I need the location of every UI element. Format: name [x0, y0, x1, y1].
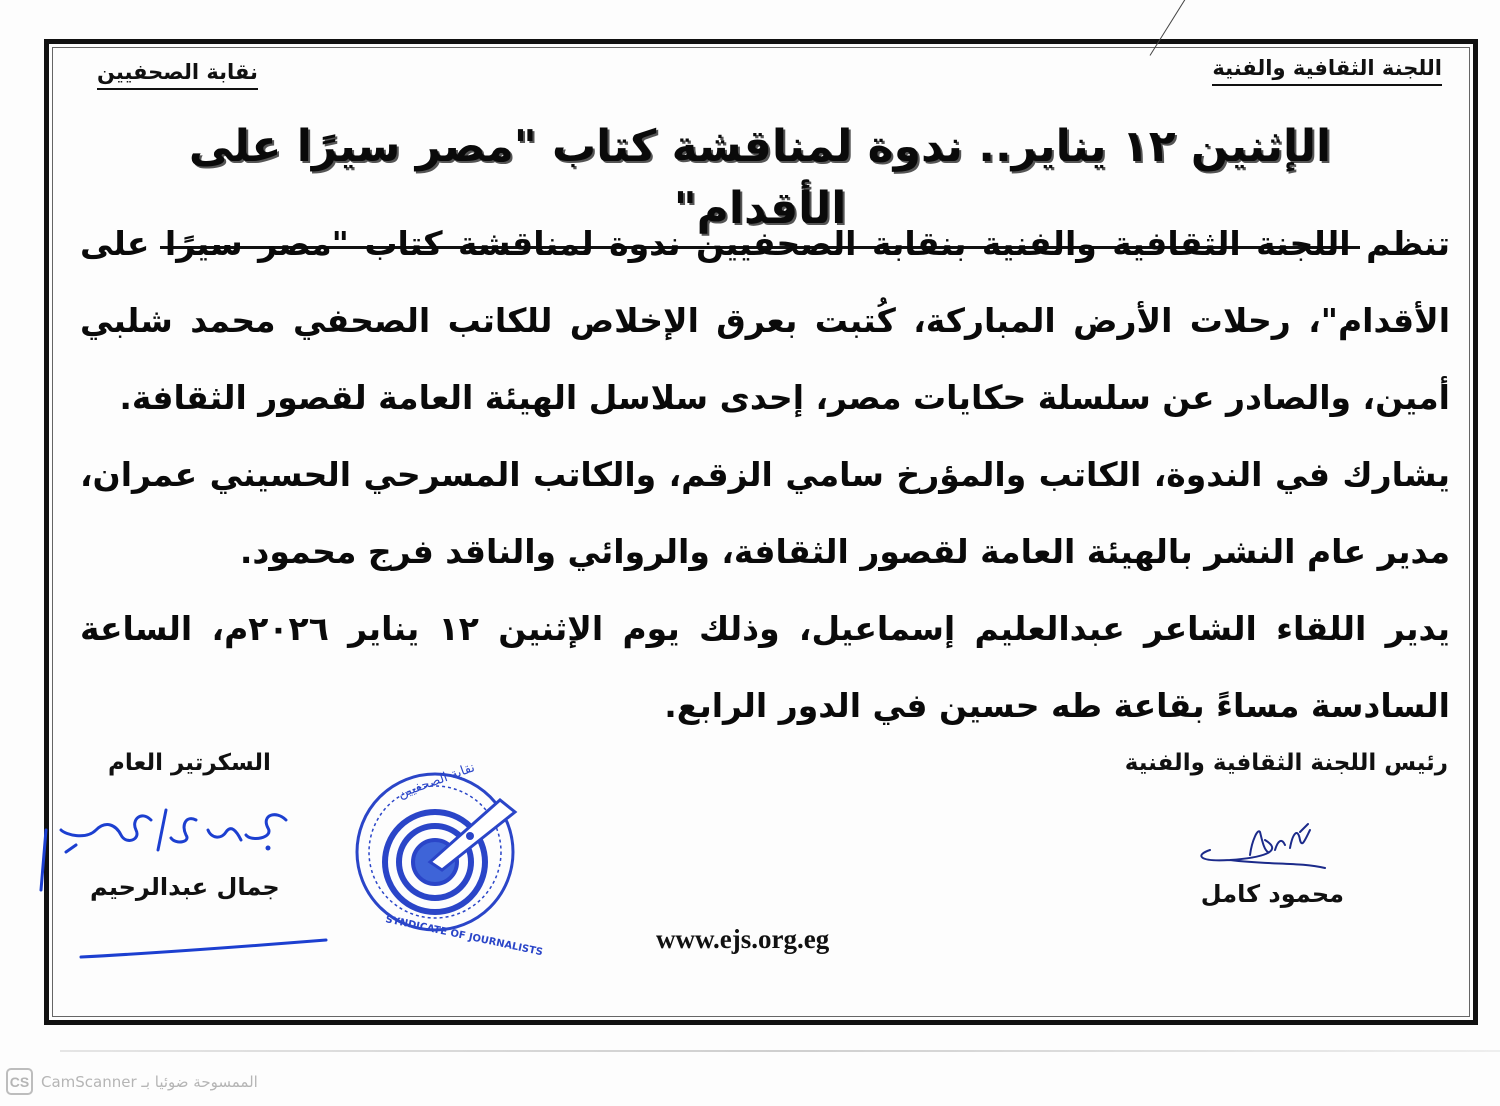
secretary-role: السكرتير العام [108, 750, 271, 776]
chair-name: محمود كامل [1200, 880, 1344, 908]
website-link[interactable]: www.ejs.org.eg [656, 924, 830, 954]
camscanner-watermark [6, 1068, 258, 1095]
chair-handwritten-signature-icon [1190, 810, 1330, 870]
body-paragraph-participants: يشارك في الندوة، الكاتب والمؤرخ سامي الزقم، والكاتب المسرحي الحسيني عمران، مدير عام النشر بالهيئة العامة لقصور الثقافة، والروائي والناقد فرج محمود. [80, 455, 1450, 571]
secretary-underline-stroke-icon [78, 935, 328, 965]
body-paragraph-announcement: تنظم اللجنة الثقافية والفنية بنقابة الصحفيين ندوة لمناقشة كتاب "مصر سيرًا على الأقدام"، رحلات الأرض المباركة، كُتبت بعرق الإخلاص للكاتب الصحفي محمد شلبي أمين، والصادر عن سلسلة حكايات مصر، إحدى سلاسل الهيئة العامة لقصور الثقافة. [80, 224, 1450, 417]
committee-header: اللجنة الثقافية والفنية [1212, 56, 1442, 86]
syndicate-stamp-icon [330, 760, 544, 959]
body-paragraph-schedule: يدير اللقاء الشاعر عبدالعليم إسماعيل، وذلك يوم الإثنين ١٢ يناير ٢٠٢٦م، الساعة السادسة مساءً بقاعة طه حسين في الدور الرابع. [80, 609, 1450, 725]
committee-chair-signature-block [1048, 750, 1448, 908]
document-body [80, 205, 1450, 744]
secretary-name: جمال عبدالرحيم [90, 873, 280, 901]
syndicate-header: نقابة الصحفيين [97, 60, 258, 90]
camscanner-logo-icon: CS [6, 1068, 33, 1095]
svg-text:SYNDICATE OF JOURNALISTS: SYNDICATE OF JOURNALISTS [384, 914, 544, 959]
page-edge-shadow [60, 1050, 1500, 1052]
camscanner-text: الممسوحة ضوئيا بـ CamScanner [41, 1072, 258, 1091]
document-title: الإثنين ١٢ يناير.. ندوة لمناقشة كتاب "مصر سيرًا على الأقدام" [160, 116, 1360, 249]
svg-text:نقابة الصحفيين: نقابة الصحفيين [396, 760, 477, 802]
chair-role: رئيس اللجنة الثقافية والفنية [1124, 750, 1448, 776]
